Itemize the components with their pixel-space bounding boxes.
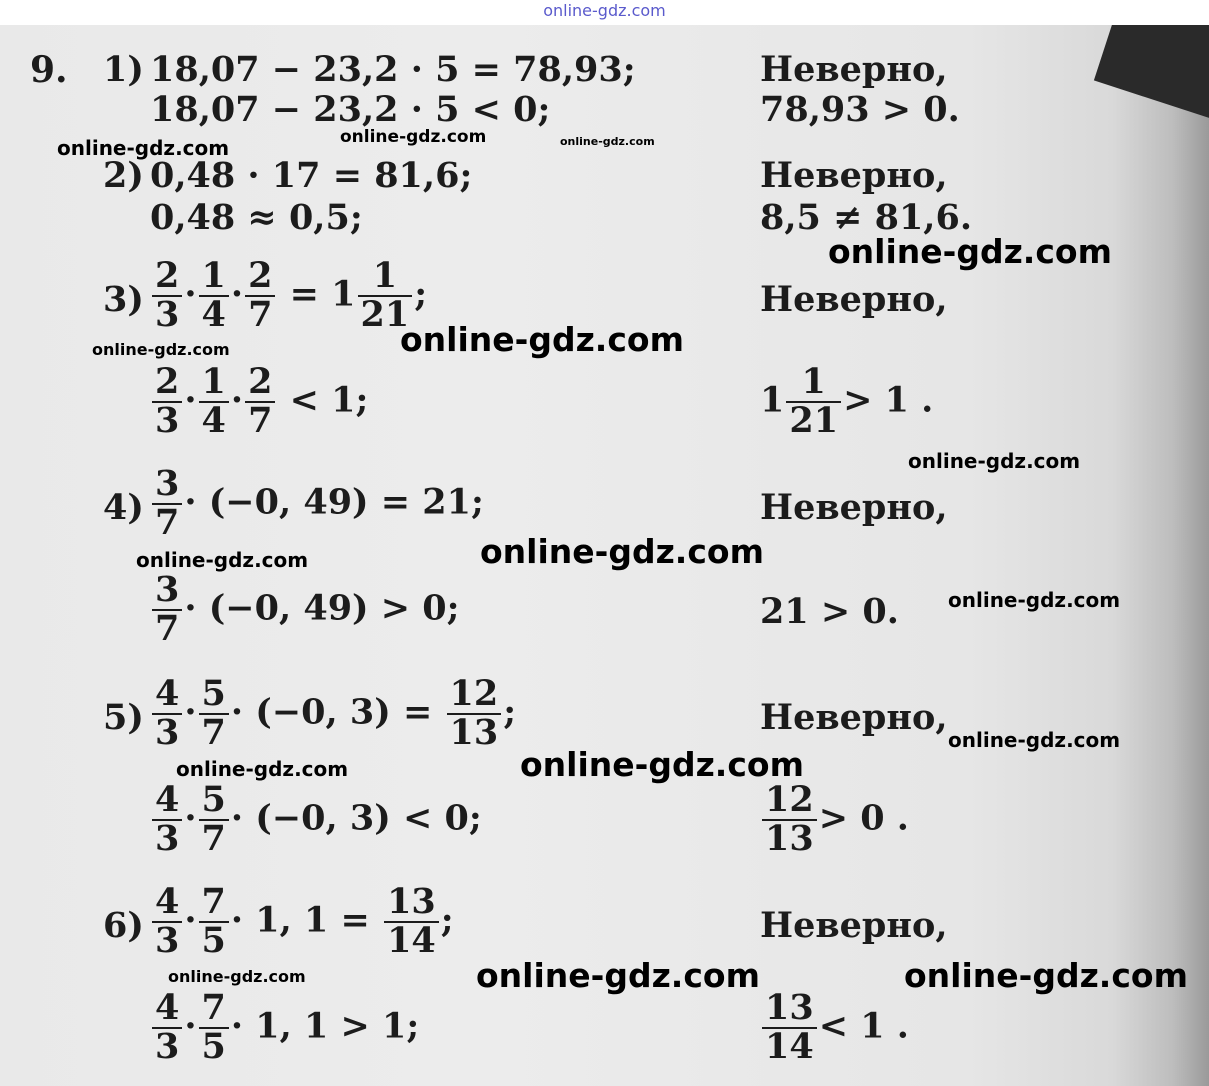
exercise-number: 9. <box>30 49 68 91</box>
watermark: online-gdz.com <box>828 232 1112 271</box>
item-4-reason: 21 > 0. <box>760 591 899 632</box>
fraction: $\frac{4}{3}$ <box>152 782 182 858</box>
item-1-label: 1) <box>103 49 144 90</box>
fraction: $\frac{4}{3}$ <box>152 884 182 960</box>
fraction: $\frac{7}{5}$ <box>199 990 229 1066</box>
item-5-equation: $\frac{4}{3}$ · $\frac{5}{7}$ · (−0, 3) = $\frac{12}{13}$ ; <box>150 676 516 752</box>
fraction: $\frac{3}{7}$ <box>152 466 182 542</box>
watermark: online-gdz.com <box>92 340 230 359</box>
item-4-check: $\frac{3}{7}$ · (−0, 49) > 0; <box>150 572 460 648</box>
watermark: online-gdz.com <box>476 956 760 995</box>
item-6-check: $\frac{4}{3}$ · $\frac{7}{5}$ · 1, 1 > 1; <box>150 990 419 1066</box>
item-6-label: 6) <box>103 905 144 946</box>
fraction: $\frac{13}{14}$ <box>384 884 439 960</box>
item-5-label: 5) <box>103 697 144 738</box>
item-1-check: 18,07 − 23,2 · 5 < 0; <box>150 89 551 130</box>
item-6-equation: $\frac{4}{3}$ · $\frac{7}{5}$ · 1, 1 = $\frac{13}{14}$ ; <box>150 884 454 960</box>
watermark: online-gdz.com <box>57 136 230 160</box>
item-5-reason: $\frac{12}{13}$ > 0 . <box>760 782 909 858</box>
fraction: $\frac{2}{7}$ <box>245 364 275 440</box>
item-2-label: 2) <box>103 155 144 196</box>
fraction: $\frac{2}{3}$ <box>152 364 182 440</box>
item-3-reason: 1 $\frac{1}{21}$ > 1 . <box>760 361 934 441</box>
item-1-reason: 78,93 > 0. <box>760 89 960 130</box>
watermark: online-gdz.com <box>948 588 1121 612</box>
top-watermark: online-gdz.com <box>543 1 666 20</box>
watermark: online-gdz.com <box>904 956 1188 995</box>
fraction: $\frac{13}{14}$ <box>762 990 817 1066</box>
watermark: online-gdz.com <box>168 967 306 986</box>
fraction: $\frac{1}{21}$ <box>358 258 413 334</box>
fraction: $\frac{5}{7}$ <box>199 676 229 752</box>
fraction: $\frac{3}{7}$ <box>152 572 182 648</box>
watermark: online-gdz.com <box>480 532 764 571</box>
watermark: online-gdz.com <box>136 548 309 572</box>
item-6-reason: $\frac{13}{14}$ < 1 . <box>760 990 909 1066</box>
watermark: online-gdz.com <box>520 745 804 784</box>
item-2-equation: 0,48 · 17 = 81,6; <box>150 155 473 196</box>
watermark: online-gdz.com <box>908 449 1081 473</box>
item-4-label: 4) <box>103 487 144 528</box>
page-corner-shadow <box>1094 25 1209 124</box>
fraction: $\frac{12}{13}$ <box>762 782 817 858</box>
item-6-verdict: Неверно, <box>760 905 948 946</box>
item-5-check: $\frac{4}{3}$ · $\frac{5}{7}$ · (−0, 3) < 0; <box>150 782 482 858</box>
item-3-equation: $\frac{2}{3}$ · $\frac{1}{4}$ · $\frac{2}{7}$ = 1 $\frac{1}{21}$ ; <box>150 258 427 334</box>
item-3-label: 3) <box>103 279 144 320</box>
item-5-verdict: Неверно, <box>760 697 948 738</box>
item-3-verdict: Неверно, <box>760 279 948 320</box>
watermark: online-gdz.com <box>340 127 487 147</box>
fraction: $\frac{5}{7}$ <box>199 782 229 858</box>
fraction: $\frac{1}{21}$ <box>786 364 841 440</box>
item-2-check: 0,48 ≈ 0,5; <box>150 197 363 238</box>
item-2-reason: 8,5 ≠ 81,6. <box>760 197 973 238</box>
fraction: $\frac{4}{3}$ <box>152 676 182 752</box>
item-3-check: $\frac{2}{3}$ · $\frac{1}{4}$ · $\frac{2}{7}$ < 1; <box>150 364 368 440</box>
fraction: $\frac{1}{4}$ <box>199 364 229 440</box>
watermark: online-gdz.com <box>560 135 655 148</box>
watermark: online-gdz.com <box>948 728 1121 752</box>
watermark: online-gdz.com <box>176 757 349 781</box>
fraction: $\frac{2}{3}$ <box>152 258 182 334</box>
fraction: $\frac{4}{3}$ <box>152 990 182 1066</box>
item-2-verdict: Неверно, <box>760 155 948 196</box>
item-4-verdict: Неверно, <box>760 487 948 528</box>
fraction: $\frac{2}{7}$ <box>245 258 275 334</box>
item-1-equation: 18,07 − 23,2 · 5 = 78,93; <box>150 49 636 90</box>
fraction: $\frac{1}{4}$ <box>199 258 229 334</box>
watermark: online-gdz.com <box>400 320 684 359</box>
fraction: $\frac{12}{13}$ <box>447 676 502 752</box>
fraction: $\frac{7}{5}$ <box>199 884 229 960</box>
item-1-verdict: Неверно, <box>760 49 948 90</box>
item-4-equation: $\frac{3}{7}$ · (−0, 49) = 21; <box>150 466 484 542</box>
